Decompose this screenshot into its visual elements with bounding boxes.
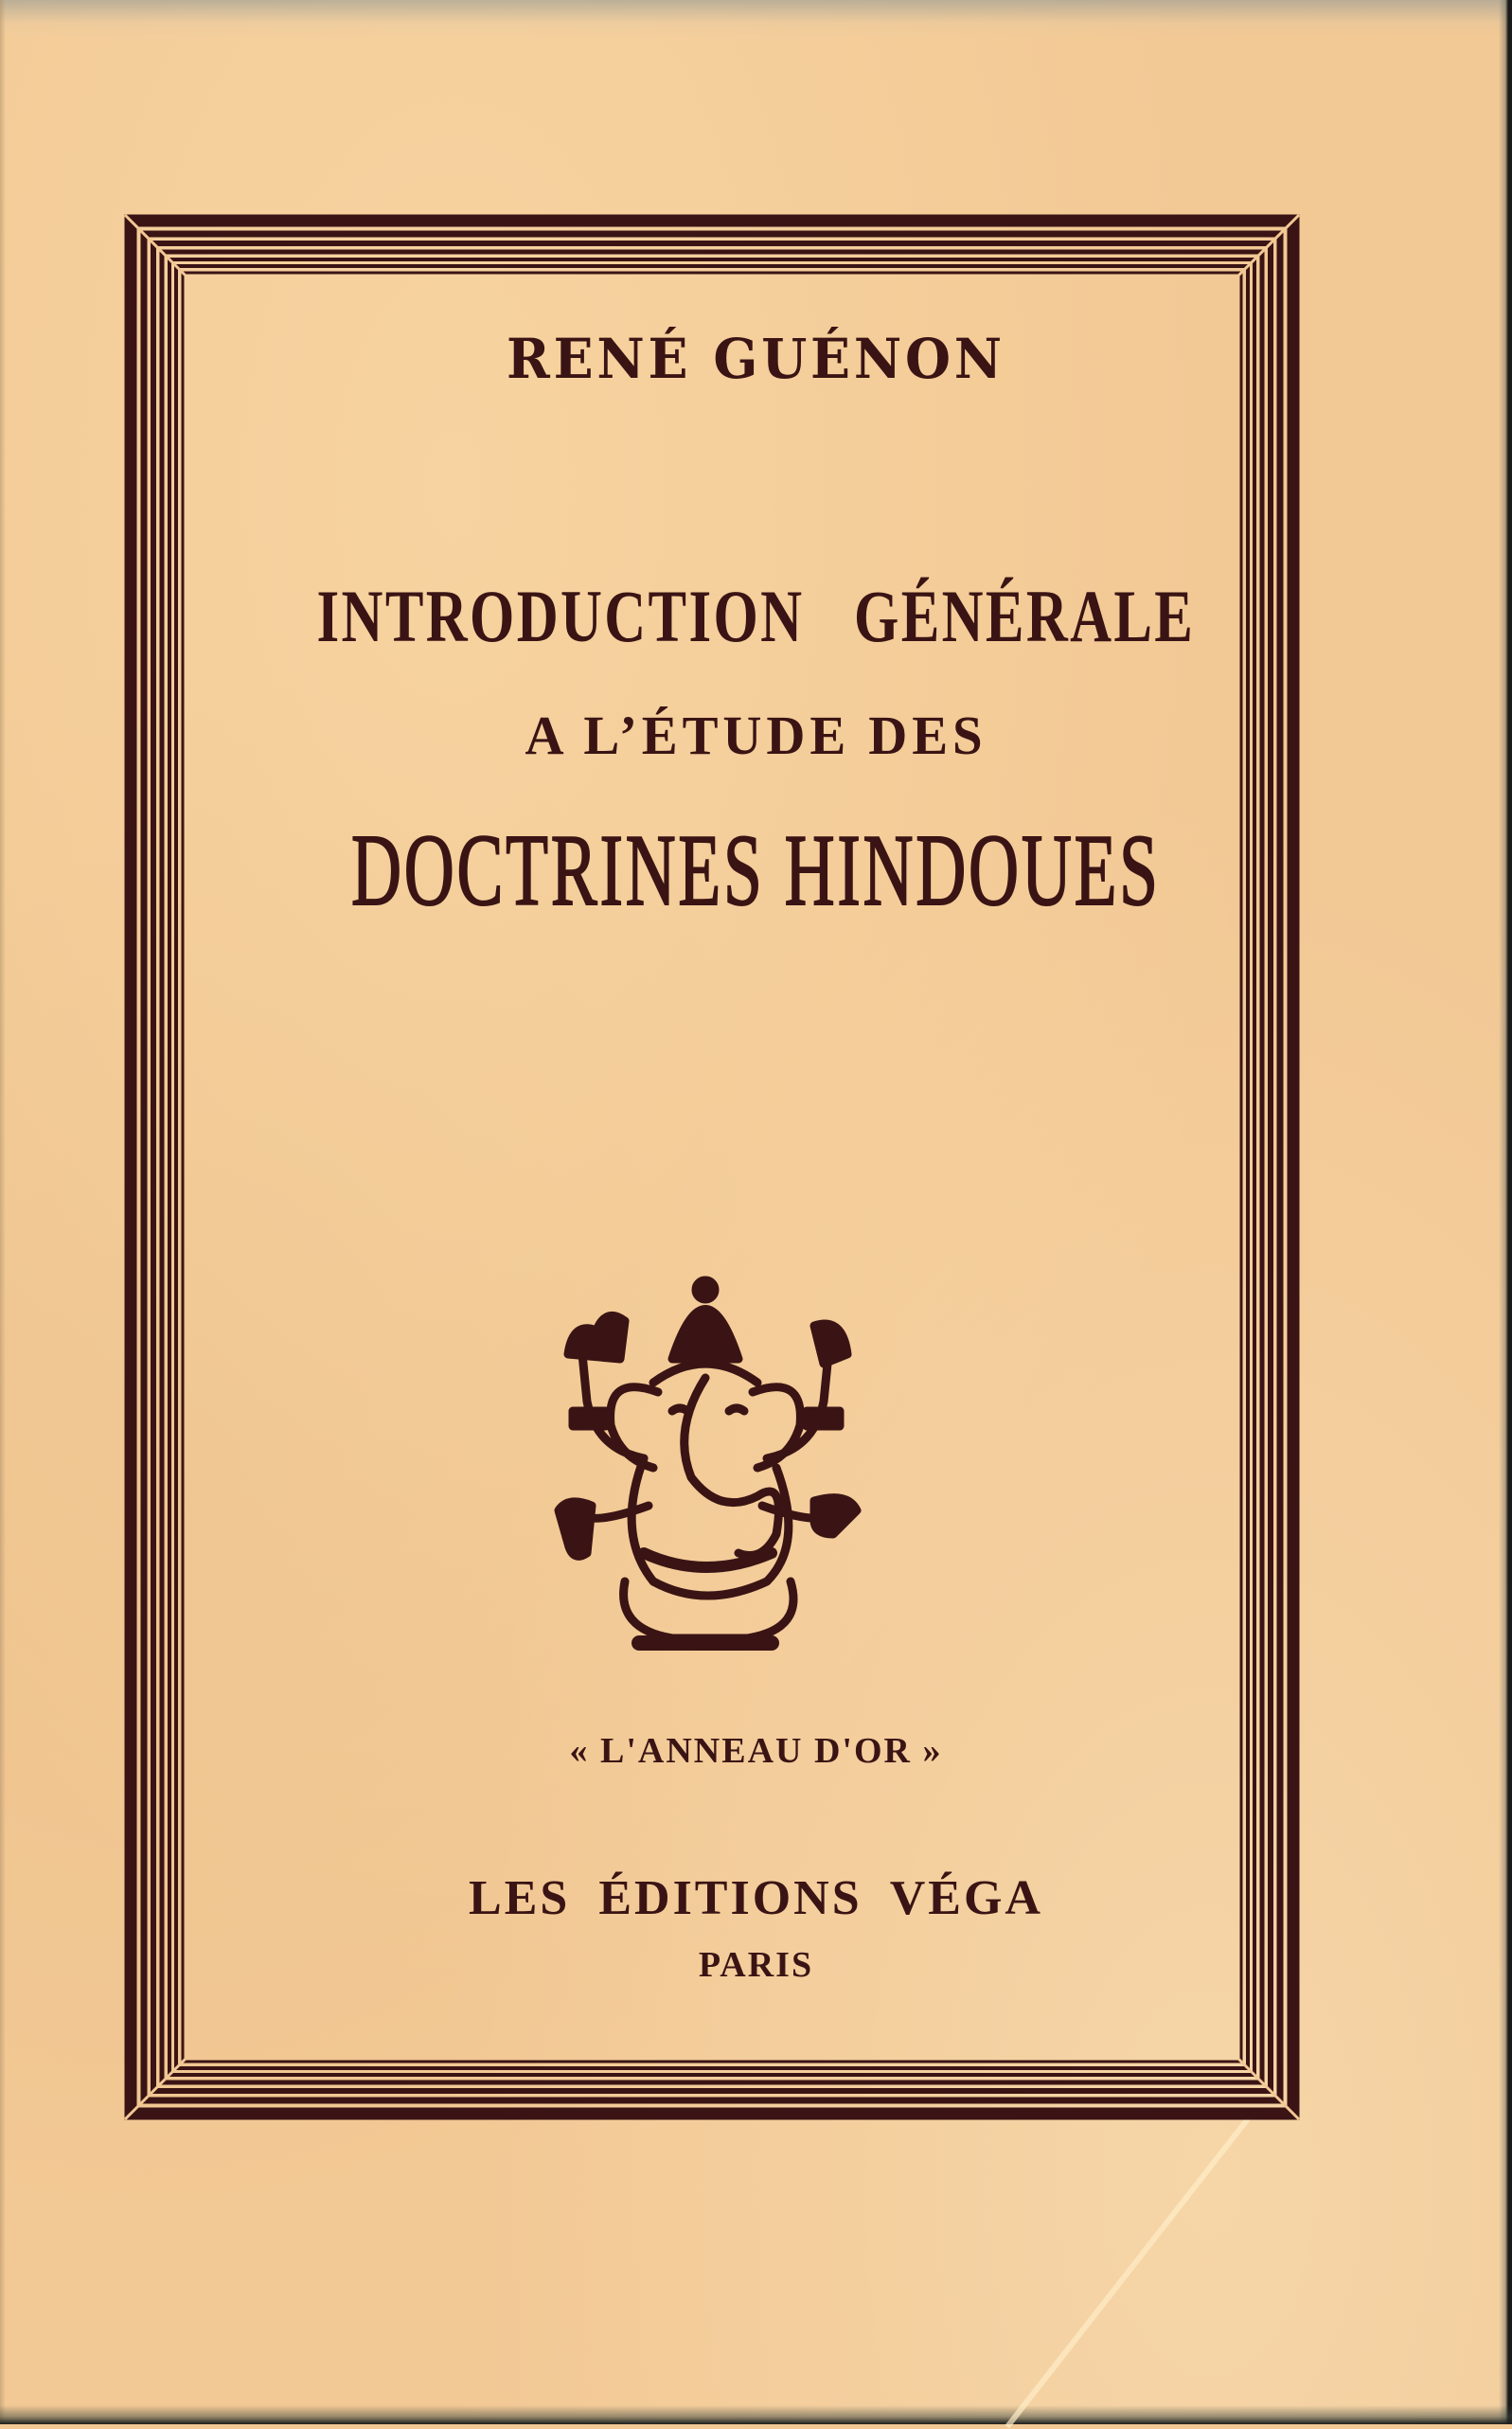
title-line-3: DOCTRINES HINDOUES <box>350 814 1161 927</box>
series-name: « L'ANNEAU D'OR » <box>569 1731 943 1771</box>
publisher-name: LES ÉDITIONS VÉGA <box>469 1871 1043 1925</box>
title-line-1: INTRODUCTION GÉNÉRALE <box>316 575 1196 657</box>
publisher-city: PARIS <box>698 1945 814 1985</box>
ganesha-icon <box>530 1269 881 1667</box>
author-name: RENÉ GUÉNON <box>507 327 1005 391</box>
title-line-2: A L’ÉTUDE DES <box>525 705 987 766</box>
